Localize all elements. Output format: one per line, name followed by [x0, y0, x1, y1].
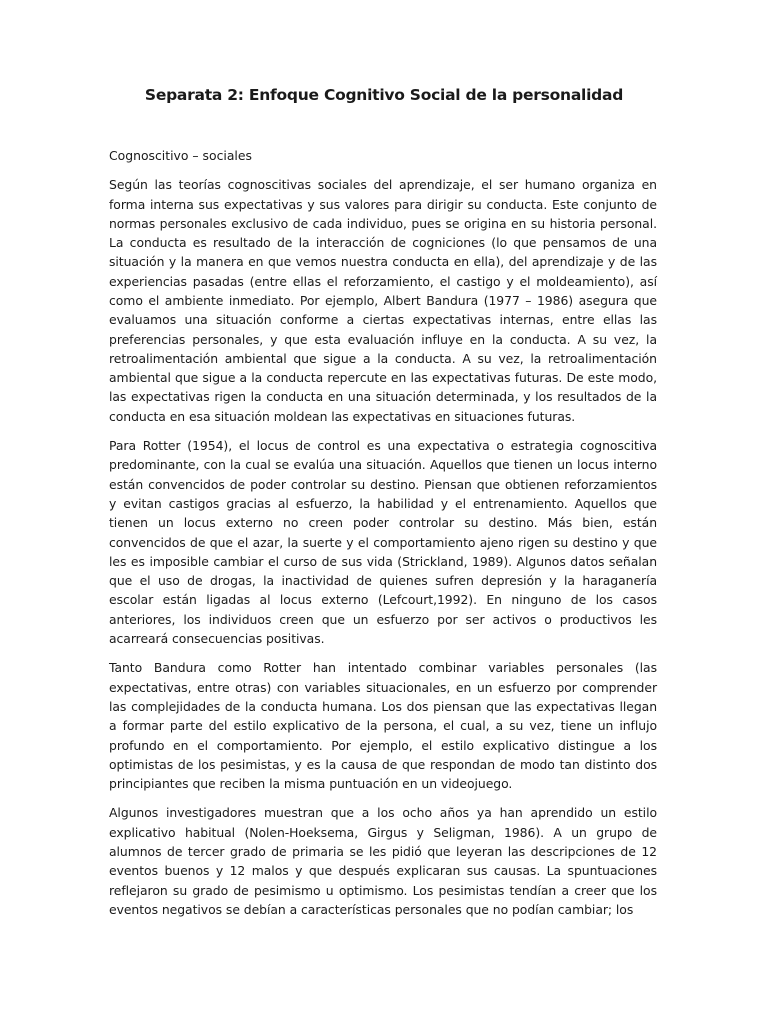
paragraph-1: Según las teorías cognoscitivas sociales del aprendizaje, el ser humano organiza en forma interna sus expectativas y sus valores para dirigir su conducta. Este conjunto de normas personales exclusivo de cada individuo, pues se origina en su historia personal. La conducta es resultado de la interacción de cogniciones (lo que pensamos de una situación y la manera en que vemos nuestra conducta en ella), del aprendizaje y de las experiencias pasadas (entre ellas el reforzamiento, el castigo y el moldeamiento), así como el ambiente inmediato. Por ejemplo, Albert Bandura (1977 – 1986) asegura que evaluamos una situación conforme a ciertas expectativas internas, entre ellas las preferencias personales, y que esta evaluación influye en la conducta. A su vez, la retroalimentación ambiental que sigue a la conducta. A su vez, la retroalimentación ambiental que sigue a la conducta repercute en las expectativas futuras. De este modo, las expectativas rigen la conducta en una situación determinada, y los resultados de la conducta en esa situación moldean las expectativas en situaciones futuras. [109, 177, 657, 424]
paragraph-2: Para Rotter (1954), el locus de control es una expectativa o estrategia cognoscitiva predominante, con la cual se evalúa una situación. Aquellos que tienen un locus interno están convencidos de poder controlar su destino. Piensan que obtienen reforzamientos y evitan castigos gracias al esfuerzo, la habilidad y el entrenamiento. Aquellos que tienen un locus externo no creen poder controlar su destino. Más bien, están convencidos de que el azar, la suerte y el comportamiento ajeno rigen su destino y que les es imposible cambiar el curso de sus vida (Strickland, 1989). Algunos datos señalan que el uso de drogas, la inactividad de quienes sufren depresión y la haraganería escolar están ligadas al locus externo (Lefcourt,1992). En ninguno de los casos anteriores, los individuos creen que un esfuerzo por ser activos o productivos les acarreará consecuencias positivas. [109, 438, 657, 647]
section-subheading: Cognoscitivo – sociales [109, 148, 252, 163]
document-title: Separata 2: Enfoque Cognitivo Social de la personalidad [144, 86, 624, 104]
paragraph-4: Algunos investigadores muestran que a los ocho años ya han aprendido un estilo explicativo habitual (Nolen-Hoeksema, Girgus y Seligman, 1986). A un grupo de alumnos de tercer grado de primaria se les pidió que leyeran las descripciones de 12 eventos buenos y 12 malos y que después explicaran sus causas. La spuntuaciones reflejaron su grado de pesimismo u optimismo. Los pesimistas tendían a creer que los eventos negativos se debían a características personales que no podían cambiar; los [109, 805, 657, 917]
paragraph-3: Tanto Bandura como Rotter han intentado combinar variables personales (las expectativas, entre otras) con variables situacionales, en un esfuerzo por comprender las complejidades de la conducta humana. Los dos piensan que las expectativas llegan a formar parte del estilo explicativo de la persona, el cual, a su vez, tiene un influjo profundo en el comportamiento. Por ejemplo, el estilo explicativo distingue a los optimistas de los pesimistas, y es la causa de que respondan de modo tan distinto dos principiantes que reciben la misma puntuación en un videojuego. [109, 660, 657, 792]
document-body [109, 146, 657, 919]
